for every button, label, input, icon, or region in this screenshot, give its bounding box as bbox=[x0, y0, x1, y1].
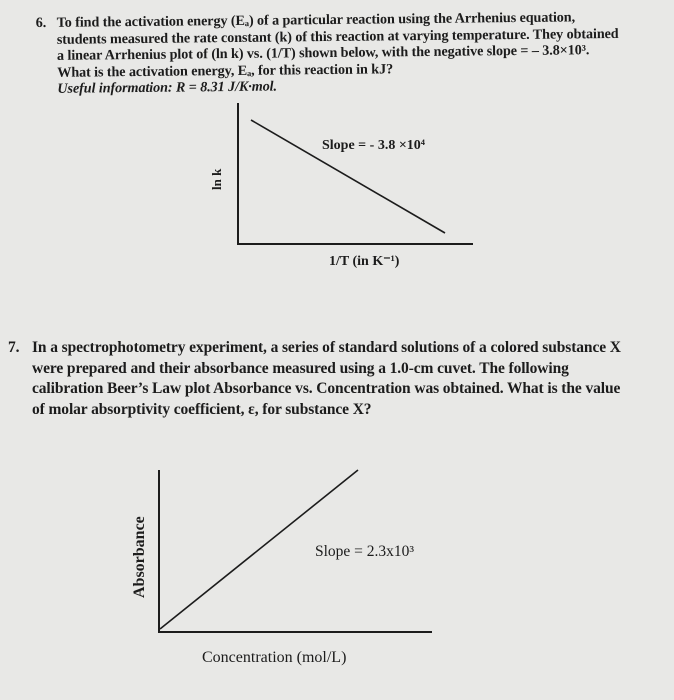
question-line: In a spectrophotometry experiment, a series of standard solutions of a colored substance X bbox=[32, 339, 621, 356]
y-axis-label: Absorbance bbox=[131, 516, 148, 598]
x-axis-label: Concentration (mol/L) bbox=[202, 649, 347, 666]
y-axis-label: ln k bbox=[209, 168, 224, 190]
question-number: 7. bbox=[8, 339, 20, 356]
data-line bbox=[251, 120, 445, 233]
question-6 bbox=[36, 9, 620, 98]
question-7 bbox=[8, 338, 621, 420]
question-number: 6. bbox=[35, 14, 47, 32]
question-line: a linear Arrhenius plot of (ln k) vs. (1/T) shown below, with the negative slope = – 3.8×10³. bbox=[56, 42, 590, 64]
question-line: were prepared and their absorbance measured using a 1.0-cm cuvet. The following bbox=[32, 359, 569, 377]
arrhenius-plot bbox=[237, 103, 473, 244]
question-line: calibration Beer’s Law plot Absorbance vs. Concentration was obtained. What is the value bbox=[32, 380, 621, 397]
question-line: students measured the rate constant (k) of this reaction at varying temperature. They obtained bbox=[56, 25, 619, 48]
slope-label: Slope = - 3.8 ×10⁴ bbox=[322, 138, 425, 153]
question-line: What is the activation energy, Eₐ, for this reaction in kJ? bbox=[57, 60, 394, 81]
slope-label: Slope = 2.3x10³ bbox=[315, 543, 415, 560]
x-axis-label: 1/T (in K⁻¹) bbox=[329, 254, 400, 269]
question-line: Useful information: R = 8.31 J/K·mol. bbox=[57, 78, 278, 97]
question-line: of molar absorptivity coefficient, ε, for substance X? bbox=[32, 400, 372, 418]
question-line: To find the activation energy (Eₐ) of a particular reaction using the Arrhenius equation, bbox=[56, 9, 576, 31]
